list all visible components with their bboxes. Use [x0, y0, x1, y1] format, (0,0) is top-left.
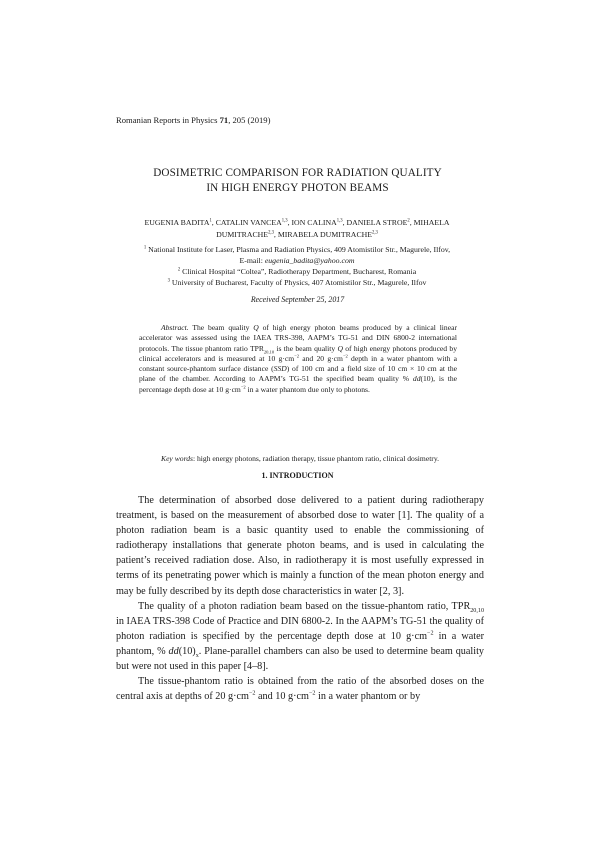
abstract-text: (10), is the percentage depth dose at 10 g·cm [139, 374, 457, 394]
abstract-symbol: SSD [273, 364, 287, 374]
author-name: , DANIELA STROE [342, 218, 408, 227]
email-link[interactable]: eugenia_badita@yahoo.com [264, 256, 355, 265]
author-affil-mark: 1,3 [281, 218, 288, 224]
affiliation-1 [116, 244, 478, 255]
abstract-text: depth in a water phantom with a constant source-phantom surface distance ( [139, 353, 457, 374]
author-name: , CATALIN VANCEA [211, 218, 282, 227]
author-name: EUGENIA BADITA [144, 218, 210, 227]
author-affil-mark: 2,3 [268, 230, 274, 236]
affil-mark: 3 [167, 278, 170, 284]
paragraph-text: in a water phantom or by [315, 691, 421, 703]
author-affil-mark: 1 [209, 218, 212, 224]
affiliation-2 [116, 266, 478, 277]
author-name: , MIHAELA DUMITRACHE [216, 218, 450, 239]
keywords-label: Key words [161, 454, 193, 463]
subscript: 20,10 [470, 607, 484, 614]
abstract-text: of high energy photon beams produced by a clinical linear accelerator was assessed using the IAEA TRS-398, AAPM’s TG-51 and DIN 6800-2 international protocols. The tissue phantom ratio TPR [139, 323, 457, 353]
email-label: E-mail: [239, 256, 265, 265]
abstract-text: ) of 100 cm and a field size of 10 cm × 10 cm at the plane of the chamber. According to AAPM’s TG-51 the specified beam quality % [139, 364, 457, 384]
journal-article: , 205 (2019) [228, 115, 271, 125]
affil-text: Clinical Hospital “Coltea”, Radiotherapy Department, Bucharest, Romania [180, 267, 417, 276]
paragraph-text: in IAEA TRS-398 Code of Practice and DIN 6800-2. In the AAPM’s TG-51 the quality of photon radiation is specified by the percentage depth dose at 10 g·cm [116, 615, 484, 642]
abstract-superscript: −2 [294, 353, 300, 359]
author-list [116, 217, 478, 241]
affil-mark: 2 [177, 267, 181, 273]
keywords-text: : high energy photons, radiation therapy, tissue phantom ratio, clinical dosimetry. [193, 454, 440, 463]
paragraph [116, 674, 484, 704]
abstract-text: is the beam quality [274, 343, 338, 353]
section-heading: 1. INTRODUCTION [261, 471, 334, 480]
author-email [116, 255, 478, 266]
author-name: , MIRABELA DUMITRACHE [273, 230, 373, 239]
abstract-symbol: Q [337, 343, 343, 353]
abstract [139, 323, 457, 395]
affil-text: National Institute for Laser, Plasma and Radiation Physics, 409 Atomistilor Str., Magurele, Ilfov, [146, 245, 451, 254]
paragraph-text: . Plane-parallel chambers can also be used to determine beam quality but were not used in this paper [4–8]. [116, 645, 484, 673]
affil-mark: 1 [143, 245, 147, 251]
superscript: −2 [308, 690, 316, 697]
abstract-symbol: dd [412, 374, 421, 384]
journal-name: Romanian Reports in Physics [116, 115, 218, 125]
abstract-text: in a water phantom due only to photons. [245, 384, 370, 394]
author-affil-mark: 1,3 [336, 218, 343, 224]
abstract-symbol: Q [253, 323, 259, 332]
author-affil-mark: 2 [407, 218, 410, 224]
author-name: , ION CALINA [287, 218, 337, 227]
keywords [139, 454, 457, 464]
paragraph-text: and 10 g·cm [255, 691, 309, 703]
introduction-body [116, 493, 484, 704]
author-affil-mark: 2,3 [372, 230, 378, 236]
affil-text: University of Bucharest, Faculty of Physics, 407 Atomistilor Str., Magurele, Ilfov [169, 278, 427, 287]
affiliations [116, 244, 478, 288]
abstract-text: The beam quality [188, 323, 254, 332]
subscript: x [195, 652, 199, 659]
superscript: −2 [248, 690, 256, 697]
paragraph-text: The tissue-phantom ratio is obtained from the ratio of the absorbed doses on the central axis at depths of 20 g·cm [116, 676, 484, 703]
paragraph: The determination of absorbed dose delivered to a patient during radiotherapy treatment, is based on the measurement of absorbed dose to water [1]. The quality of a photon radiation beam is a basic quantity used to enable the commissioning of radiotherapy installations that generate photon beams, and is used in calculating the patient’s received radiation dose. Also, in radiotherapy it is most usefully expressed in terms of its penetrating power which is mainly a function of the mean photon energy and may be fully described by its depth dose characteristics in water [2, 3]. [116, 495, 484, 597]
journal-reference [116, 115, 270, 125]
abstract-superscript: −2 [342, 353, 348, 359]
paragraph-text: in a water phantom, % [116, 630, 484, 657]
paragraph-text: The quality of a photon radiation beam based on the tissue-phantom ratio, TPR [138, 600, 471, 612]
title-line-1: DOSIMETRIC COMPARISON FOR RADIATION QUALITY [153, 167, 442, 179]
abstract-superscript: −2 [240, 384, 246, 390]
abstract-subscript: 20,10 [263, 349, 275, 355]
paragraph-text: (10) [178, 645, 196, 657]
abstract-label: Abstract. [161, 323, 189, 332]
symbol: dd [168, 645, 179, 657]
abstract-text: of high energy photons produced by clinical accelerators and is measured at 10 g·cm [139, 343, 457, 363]
abstract-text: and 20 g·cm [299, 353, 343, 363]
paragraph [116, 599, 484, 674]
journal-volume: 71 [219, 115, 229, 125]
affiliation-3 [116, 277, 478, 288]
received-date: Received September 25, 2017 [250, 295, 345, 304]
title-line-2: IN HIGH ENERGY PHOTON BEAMS [206, 181, 389, 194]
paper-title [0, 166, 595, 195]
superscript: −2 [427, 630, 434, 637]
